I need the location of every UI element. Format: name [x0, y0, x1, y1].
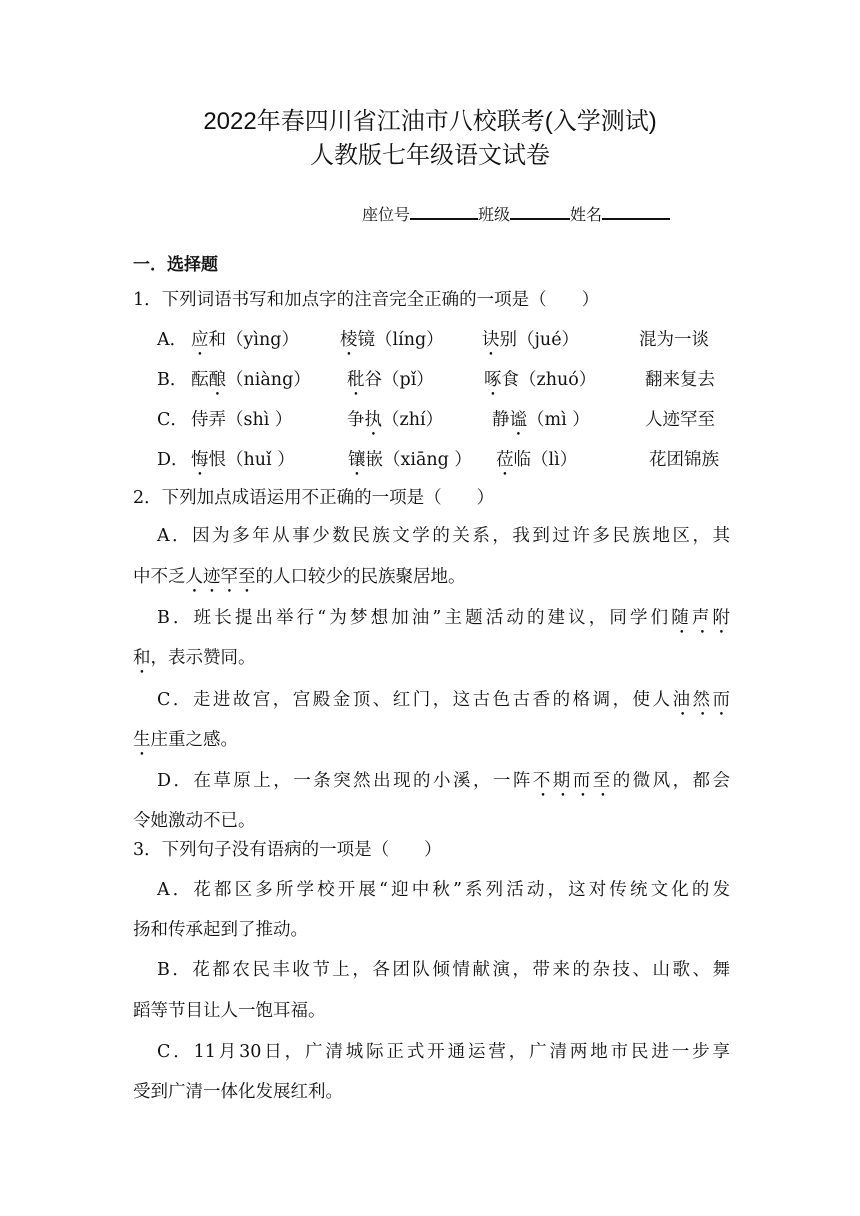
word-text: 酝 — [191, 370, 209, 390]
option-letter: A． — [157, 330, 188, 350]
word-text: 争 — [347, 410, 365, 430]
seat-number-blank[interactable] — [410, 203, 478, 220]
word-text: 混为一谈 — [639, 330, 709, 350]
dotted-char: 悔 — [191, 450, 209, 470]
dotted-char: 应 — [191, 330, 209, 350]
option-letter: B． — [157, 370, 188, 390]
word-text: 侍弄（shì ） — [191, 410, 293, 430]
dotted-idiom: 油然而 — [672, 690, 731, 710]
q2-option-c-line1 — [157, 688, 730, 720]
class-label: 班级 — [478, 205, 511, 224]
dotted-char: 镶 — [348, 450, 366, 470]
option-letter: C． — [157, 410, 188, 430]
name-label: 姓名 — [570, 205, 603, 224]
word-text: （zhí） — [382, 410, 444, 430]
sentence-text: 庄重之感。 — [150, 730, 238, 750]
word-text: 临（lì） — [513, 450, 578, 470]
q3-option-b-line2: 蹈等节目让人一饱耳福。 — [133, 1001, 326, 1021]
dotted-idiom: 生 — [133, 730, 151, 750]
word-text: 嵌（xiāng ） — [365, 450, 472, 470]
sentence-text: ，表示赞同。 — [150, 648, 256, 668]
exam-title: 2022年春四川省江油市八校联考(入学测试) — [203, 108, 657, 135]
name-blank[interactable] — [602, 203, 670, 220]
dotted-idiom: 人迹罕至 — [185, 567, 256, 587]
dotted-char: 谧 — [509, 410, 527, 430]
q3-option-a-line1: A．花都区多所学校开展“迎中秋”系列活动，这对传统文化的发 — [157, 880, 730, 900]
word-text: 别（jué） — [499, 330, 580, 350]
dotted-char: 执 — [364, 410, 382, 430]
q2-option-b-line2 — [133, 646, 256, 678]
q2-option-c-line2 — [133, 728, 238, 760]
q2-option-b-line1 — [157, 606, 730, 638]
student-info-line — [362, 203, 670, 226]
sentence-text: C．走进故宫，宫殿金顶、红门，这古色古香的格调，使人 — [157, 690, 673, 710]
dotted-char: 酿 — [208, 370, 226, 390]
q3-option-c-line1: C．11月30日，广清城际正式开通运营，广清两地市民进一步享 — [157, 1042, 730, 1062]
word-text: 谷（pǐ） — [364, 370, 434, 390]
word-text: 食（zhuó） — [501, 370, 597, 390]
sentence-text: 中不乏 — [133, 567, 186, 587]
option-letter: D． — [157, 450, 189, 470]
word-text: 人迹罕至 — [645, 410, 715, 430]
dotted-char: 莅 — [496, 450, 514, 470]
section-heading: 一．选择题 — [133, 255, 218, 274]
sentence-text: 的人口较少的民族聚居地。 — [255, 567, 466, 587]
dotted-idiom: 随声附 — [671, 608, 730, 628]
q3-option-b-line1: B．花都农民丰收节上，各团队倾情献演，带来的杂技、山歌、舞 — [157, 960, 730, 980]
sentence-text: 令她激动不已。 — [133, 811, 256, 831]
sentence-text: 的微风，都会 — [612, 771, 731, 791]
q2-option-a-line2 — [133, 565, 466, 597]
q2-option-d-line2 — [133, 809, 256, 833]
class-blank[interactable] — [510, 203, 570, 220]
q3-option-c-line2: 受到广清一体化发展红利。 — [133, 1082, 343, 1102]
word-text: 翻来复去 — [645, 370, 715, 390]
word-text: （mì ） — [527, 410, 590, 430]
dotted-idiom: 不期而至 — [532, 771, 613, 791]
dotted-char: 棱 — [340, 330, 358, 350]
word-text: （niàng） — [226, 370, 311, 390]
sentence-text: B．班长提出举行“为梦想加油”主题活动的建议，同学们 — [157, 608, 672, 628]
word-text: 和（yìng） — [208, 330, 299, 350]
word-text: 恨（huǐ ） — [208, 450, 295, 470]
q2-option-a-line1 — [157, 524, 730, 548]
dotted-char: 诀 — [482, 330, 500, 350]
dotted-char: 啄 — [484, 370, 502, 390]
question-3-stem: 3．下列句子没有语病的一项是（ ） — [133, 840, 442, 860]
exam-subtitle: 人教版七年级语文试卷 — [310, 142, 550, 169]
question-2-stem: 2．下列加点成语运用不正确的一项是（ ） — [133, 488, 495, 508]
word-text: 静 — [492, 410, 510, 430]
seat-number-label: 座位号 — [362, 205, 411, 224]
question-1-stem: 1．下列词语书写和加点字的注音完全正确的一项是（ ） — [133, 290, 600, 310]
dotted-char: 秕 — [347, 370, 365, 390]
sentence-text: D．在草原上，一条突然出现的小溪，一阵 — [157, 771, 533, 791]
q3-option-a-line2: 扬和传承起到了推动。 — [133, 920, 308, 940]
q2-option-d-line1 — [157, 769, 730, 801]
word-text: 镜（líng） — [357, 330, 444, 350]
sentence-text: A．因为多年从事少数民族文学的关系，我到过许多民族地区，其 — [157, 526, 730, 546]
word-text: 花团锦族 — [649, 450, 719, 470]
dotted-idiom: 和 — [133, 648, 151, 668]
